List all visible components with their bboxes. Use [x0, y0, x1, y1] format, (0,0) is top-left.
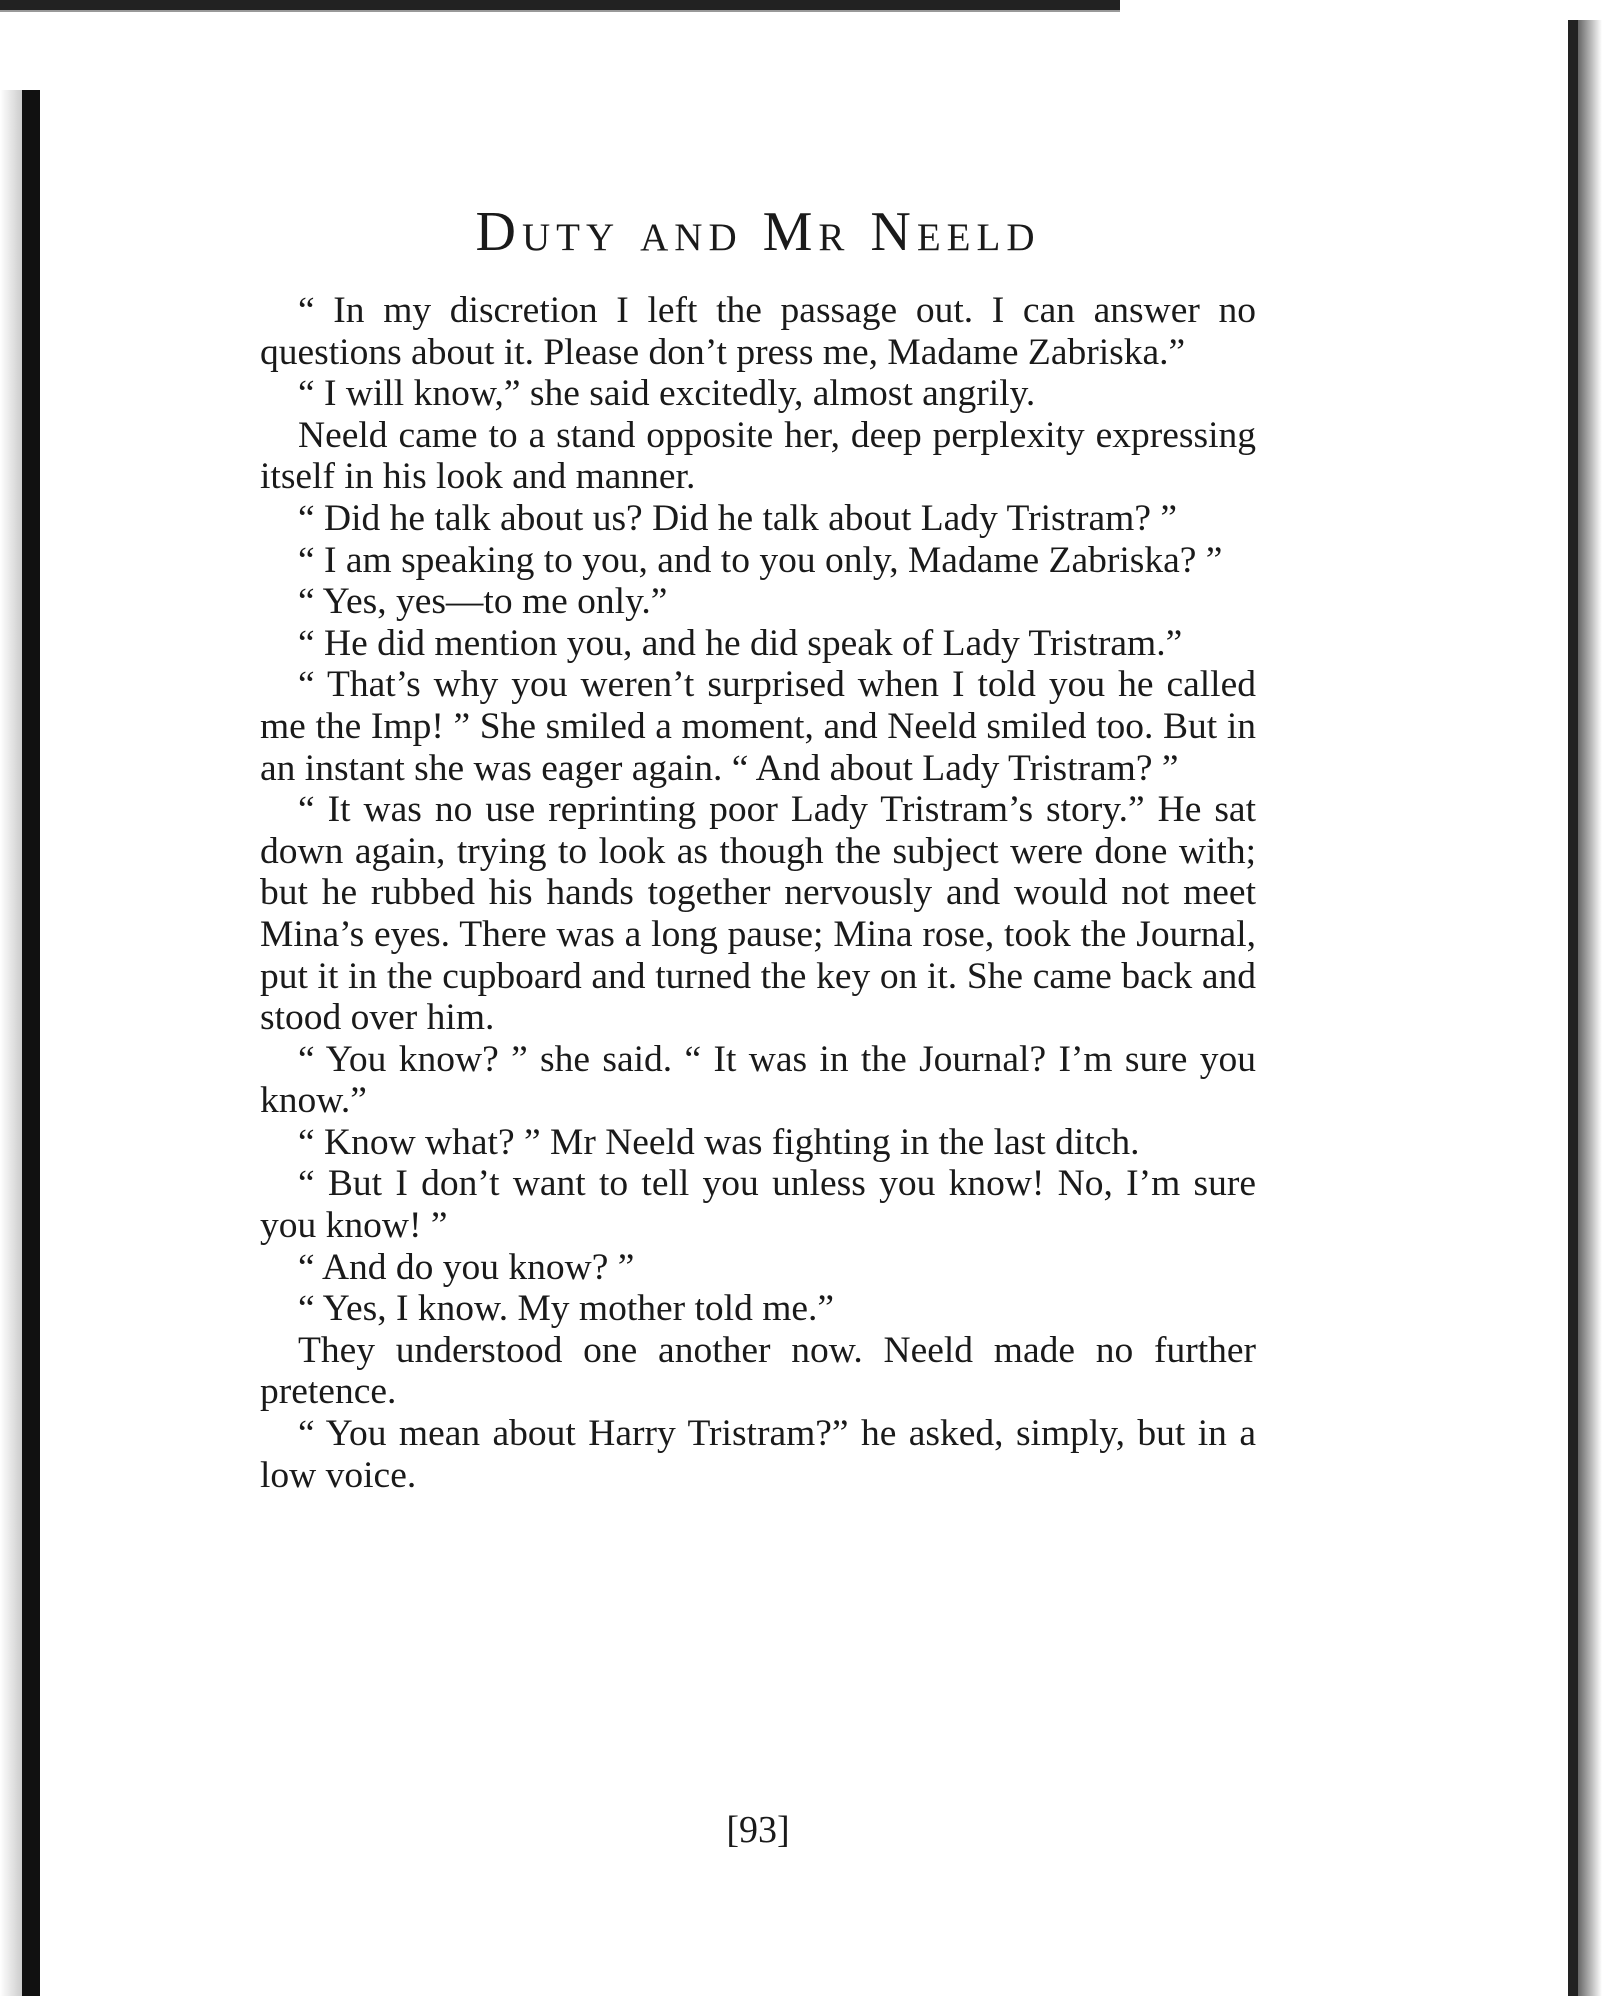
paragraph: “ And do you know? ” [298, 1246, 635, 1288]
paragraph: They understood one another now. Neeld made no further pretence. [260, 1329, 1256, 1413]
paragraph: “ In my discretion I left the passage out. I can answer no questions about it. Please don’t press me, Madame Zabriska.” [260, 290, 1256, 373]
paragraph: “ He did mention you, and he did speak of Lady Tristram.” [298, 622, 1183, 664]
scan-left-edge [22, 90, 40, 1996]
body-text [260, 290, 1256, 1496]
paragraph: “ But I don’t want to tell you unless you know! No, I’m sure you know! ” [260, 1163, 1256, 1247]
scan-top-rule [0, 0, 1120, 10]
paragraph: “ I am speaking to you, and to you only, Madame Zabriska? ” [298, 539, 1223, 581]
scan-left-edge-shadow [0, 90, 22, 1996]
page-number: [93] [726, 1809, 790, 1851]
page-title: Duty and Mr Neeld [475, 201, 1041, 263]
paragraph: “ Yes, I know. My mother told me.” [298, 1288, 835, 1330]
paragraph: Neeld came to a stand opposite her, deep perplexity expressing itself in his look and manner. [260, 414, 1256, 498]
paragraph: “ Did he talk about us? Did he talk about Lady Tristram? ” [298, 497, 1177, 539]
paragraph: “ I will know,” she said excitedly, almost angrily. [298, 373, 1036, 415]
scan-right-edge-shadow [1578, 20, 1602, 1996]
paragraph: “ It was no use reprinting poor Lady Tristram’s story.” He sat down again, trying to look as though the subject were done with; but he rubbed his hands together nervously and would not meet Mina’s eyes. There was a long pause; Mina rose, took the Journal, put it in the cupboard and turned the key on it. She came back and stood over him. [260, 789, 1256, 1039]
paragraph: “ Yes, yes—to me only.” [298, 581, 668, 623]
scan-right-edge [1568, 20, 1578, 1996]
scan-top-rule-shadow [0, 10, 1120, 12]
paragraph: “ You mean about Harry Tristram?” he asked, simply, but in a low voice. [260, 1413, 1256, 1496]
paragraph: “ That’s why you weren’t surprised when I told you he called me the Imp! ” She smiled a moment, and Neeld smiled too. But in an instant she was eager again. “ And about Lady Tristram? ” [260, 664, 1256, 789]
paragraph: “ Know what? ” Mr Neeld was fighting in the last ditch. [298, 1121, 1140, 1163]
paragraph: “ You know? ” she said. “ It was in the Journal? I’m sure you know.” [260, 1038, 1256, 1122]
